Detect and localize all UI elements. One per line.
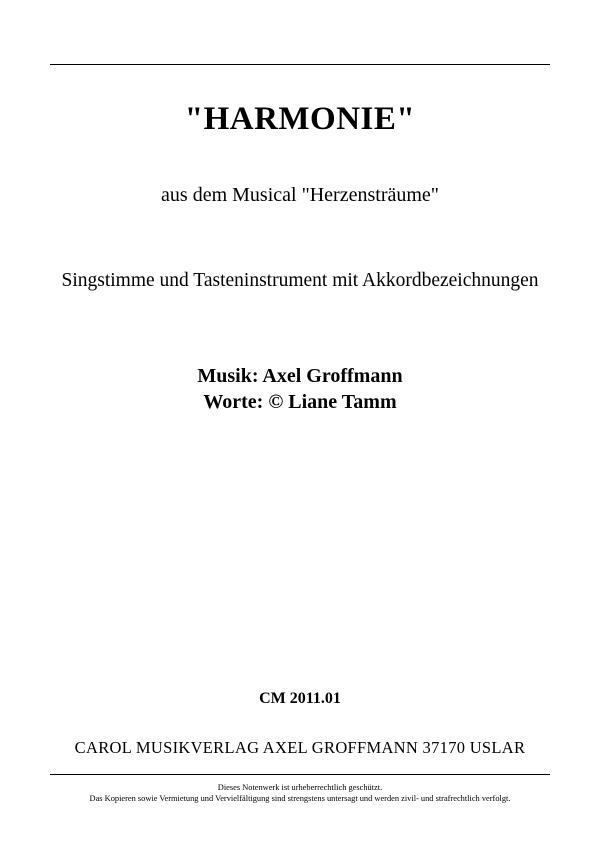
copyright-notice-line-2: Das Kopieren sowie Vermietung und Vervielfältigung sind strengstens untersagt und werden zivil- und strafrechtlich verfolgt.	[89, 794, 511, 803]
bottom-rule	[50, 774, 550, 775]
catalog-number: CM 2011.01	[259, 690, 341, 707]
copyright-notice-line-1: Dieses Notenwerk ist urheberrechtlich geschützt.	[217, 783, 383, 792]
top-rule	[50, 64, 550, 65]
instrumentation-text: Singstimme und Tasteninstrument mit Akkordbezeichnungen	[61, 270, 539, 291]
lyrics-credit: Worte: © Liane Tamm	[203, 391, 397, 413]
music-credit: Musik: Axel Groffmann	[197, 365, 403, 387]
song-title: "HARMONIE"	[184, 101, 416, 137]
musical-subtitle: aus dem Musical "Herzensträume"	[161, 184, 439, 206]
publisher-line: CAROL MUSIKVERLAG AXEL GROFFMANN 37170 USLAR	[74, 738, 526, 757]
